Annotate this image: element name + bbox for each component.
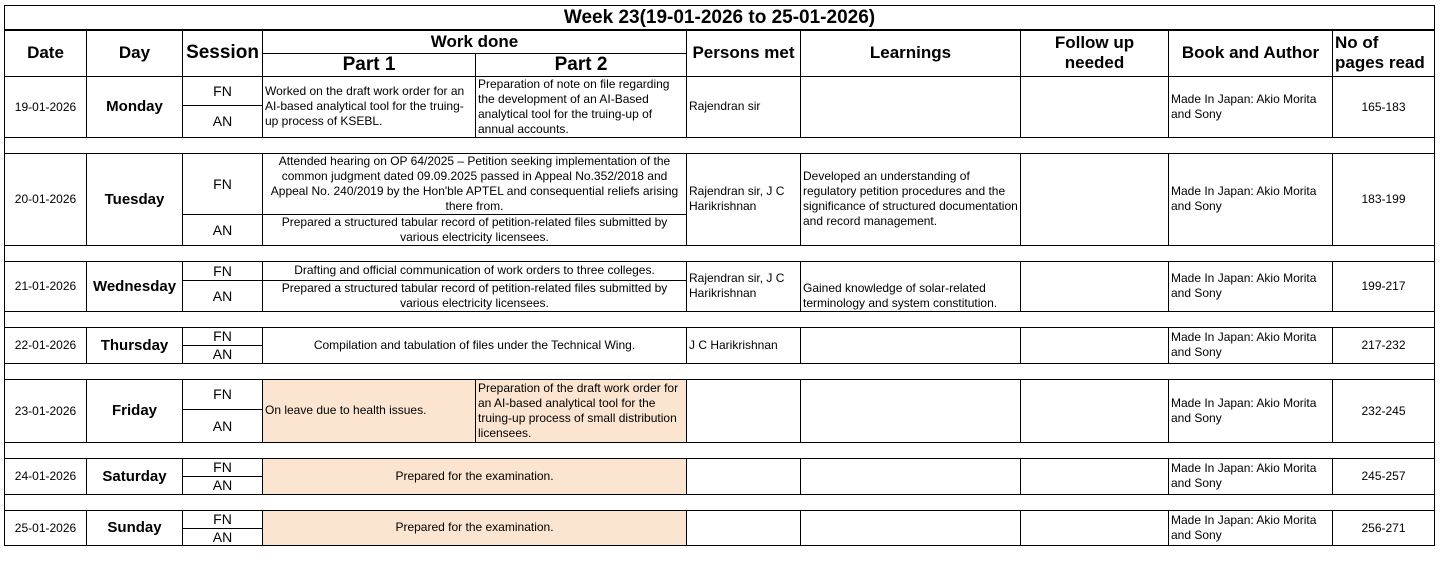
work-an: Prepared a structured tabular record of petition-related files submitted by various electricity licensees. (263, 280, 687, 311)
work-part2: Preparation of note on file regarding the development of an AI-Based analytical tool for the truing-up of annual accounts. (476, 76, 687, 137)
row-date: 23-01-2026 (5, 379, 87, 442)
persons-met (687, 379, 801, 442)
book-author: Made In Japan: Akio Morita and Sony (1169, 261, 1333, 311)
learnings (801, 76, 1021, 137)
book-author: Made In Japan: Akio Morita and Sony (1169, 153, 1333, 245)
learnings (801, 510, 1021, 545)
header-part2: Part 2 (476, 53, 687, 76)
session-fn: FN (183, 261, 263, 280)
header-learnings: Learnings (801, 30, 1021, 76)
session-fn: FN (183, 458, 263, 476)
persons-met: Rajendran sir (687, 76, 801, 137)
work-full-day: Compilation and tabulation of files under the Technical Wing. (263, 327, 687, 363)
pages-read: 165-183 (1333, 76, 1435, 137)
row-day: Saturday (87, 458, 183, 494)
session-an: AN (183, 409, 263, 442)
header-day: Day (87, 30, 183, 76)
header-book-author: Book and Author (1169, 30, 1333, 76)
session-an: AN (183, 280, 263, 311)
persons-met: J C Harikrishnan (687, 327, 801, 363)
follow-up (1021, 379, 1169, 442)
pages-read: 232-245 (1333, 379, 1435, 442)
header-date: Date (5, 30, 87, 76)
persons-met (687, 510, 801, 545)
book-author: Made In Japan: Akio Morita and Sony (1169, 327, 1333, 363)
work-fn: Attended hearing on OP 64/2025 – Petition seeking implementation of the common judgment dated 09.09.2025 passed in Appeal No.352/2018 and Appeal No. 240/2019 by the Hon'ble APTEL and consequential reliefs arising there from. (263, 153, 687, 214)
book-author: Made In Japan: Akio Morita and Sony (1169, 510, 1333, 545)
session-fn: FN (183, 76, 263, 106)
row-day: Wednesday (87, 261, 183, 311)
session-an: AN (183, 106, 263, 137)
row-spacer (5, 494, 1435, 510)
row-date: 20-01-2026 (5, 153, 87, 245)
header-follow-up: Follow up needed (1021, 30, 1169, 76)
work-fn: Drafting and official communication of work orders to three colleges. (263, 261, 687, 280)
row-day: Sunday (87, 510, 183, 545)
learnings (801, 327, 1021, 363)
book-author: Made In Japan: Akio Morita and Sony (1169, 76, 1333, 137)
work-part1: On leave due to health issues. (263, 379, 476, 442)
row-date: 21-01-2026 (5, 261, 87, 311)
session-fn: FN (183, 510, 263, 528)
row-date: 24-01-2026 (5, 458, 87, 494)
pages-read: 245-257 (1333, 458, 1435, 494)
follow-up (1021, 510, 1169, 545)
session-an: AN (183, 476, 263, 494)
follow-up (1021, 327, 1169, 363)
header-part1: Part 1 (263, 53, 476, 76)
book-author: Made In Japan: Akio Morita and Sony (1169, 379, 1333, 442)
follow-up (1021, 261, 1169, 311)
session-fn: FN (183, 379, 263, 409)
follow-up (1021, 153, 1169, 245)
row-spacer (5, 442, 1435, 458)
weekly-log-table (4, 5, 1435, 546)
work-an: Prepared a structured tabular record of petition-related files submitted by various electricity licensees. (263, 214, 687, 245)
row-spacer (5, 137, 1435, 153)
pages-read: 183-199 (1333, 153, 1435, 245)
session-fn: FN (183, 327, 263, 345)
work-part2: Preparation of the draft work order for an AI-based analytical tool for the truing-up process of small distribution licensees. (476, 379, 687, 442)
row-date: 22-01-2026 (5, 327, 87, 363)
work-part1: Worked on the draft work order for an AI-based analytical tool for the truing-up process of KSEBL. (263, 76, 476, 137)
book-author: Made In Japan: Akio Morita and Sony (1169, 458, 1333, 494)
pages-read: 217-232 (1333, 327, 1435, 363)
header-persons-met: Persons met (687, 30, 801, 76)
persons-met (687, 458, 801, 494)
header-session: Session (183, 30, 263, 76)
row-spacer (5, 363, 1435, 379)
persons-met: Rajendran sir, J C Harikrishnan (687, 153, 801, 245)
week-title: Week 23(19-01-2026 to 25-01-2026) (5, 6, 1435, 31)
row-day: Tuesday (87, 153, 183, 245)
learnings (801, 458, 1021, 494)
session-an: AN (183, 214, 263, 245)
row-spacer (5, 311, 1435, 327)
learnings: Gained knowledge of solar-related terminology and system constitution. (801, 261, 1021, 311)
persons-met: Rajendran sir, J C Harikrishnan (687, 261, 801, 311)
session-an: AN (183, 345, 263, 363)
session-fn: FN (183, 153, 263, 214)
work-full-day: Prepared for the examination. (263, 510, 687, 545)
work-full-day: Prepared for the examination. (263, 458, 687, 494)
row-date: 25-01-2026 (5, 510, 87, 545)
follow-up (1021, 76, 1169, 137)
row-spacer (5, 245, 1435, 261)
pages-read: 199-217 (1333, 261, 1435, 311)
row-day: Monday (87, 76, 183, 137)
pages-read: 256-271 (1333, 510, 1435, 545)
learnings: Developed an understanding of regulatory petition procedures and the significance of structured documentation and record management. (801, 153, 1021, 245)
header-work-done: Work done (263, 30, 687, 53)
follow-up (1021, 458, 1169, 494)
session-an: AN (183, 528, 263, 545)
row-day: Thursday (87, 327, 183, 363)
row-date: 19-01-2026 (5, 76, 87, 137)
header-pages-read: No of pages read (1333, 30, 1435, 76)
learnings (801, 379, 1021, 442)
row-day: Friday (87, 379, 183, 442)
